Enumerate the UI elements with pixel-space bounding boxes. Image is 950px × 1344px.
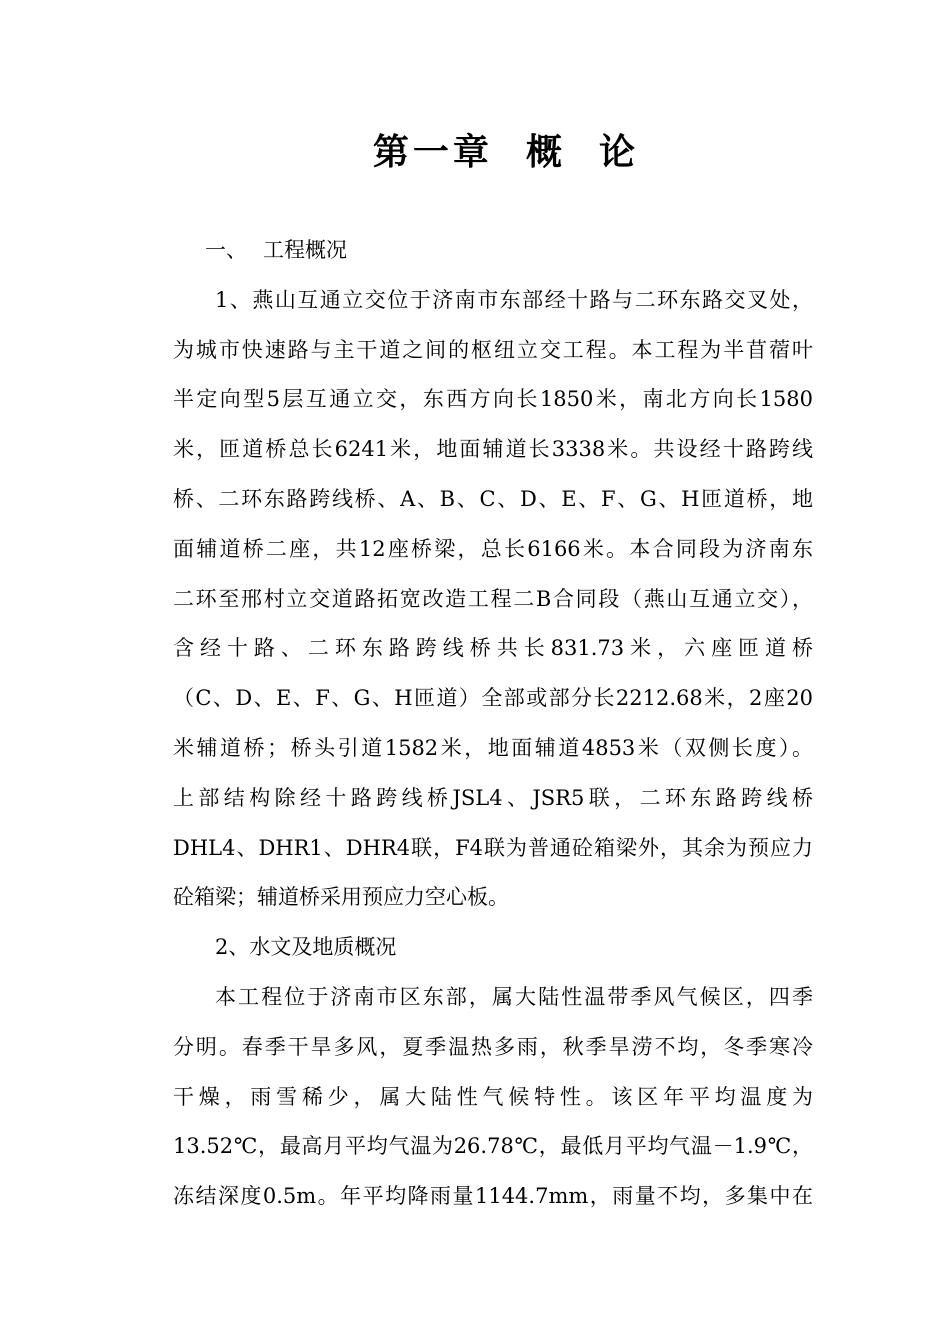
- section-number: 一、: [205, 238, 247, 262]
- text-line: 干燥，雨雪稀少，属大陆性气候特性。该区年平均温度为: [173, 1084, 813, 1109]
- text-line: 二环至邢村立交道路拓宽改造工程二B合同段（燕山互通立交），: [173, 586, 813, 611]
- chapter-title: 第一章 概 论: [372, 131, 640, 173]
- subsection-heading: 2、水文及地质概况: [215, 935, 397, 960]
- paragraph-project-overview: [173, 276, 813, 923]
- text-line: 分明。春季干旱多风，夏季温热多雨，秋季旱涝不均，冬季寒冷: [173, 1034, 813, 1059]
- text-line: 冻结深度0.5m。年平均降雨量1144.7mm，雨量不均，多集中在: [173, 1184, 813, 1209]
- text-line: 本工程位于济南市区东部，属大陆性温带季风气候区，四季: [215, 984, 813, 1009]
- text-line: 米，匝道桥总长6241米，地面辅道长3338米。共设经十路跨线: [173, 437, 813, 462]
- text-line: 上部结构除经十路跨线桥JSL4、JSR5联，二环东路跨线桥: [173, 785, 813, 810]
- text-line: 半定向型5层互通立交，东西方向长1850米，南北方向长1580: [173, 387, 813, 412]
- text-line: 含经十路、二环东路跨线桥共长831.73米，六座匝道桥: [173, 636, 813, 661]
- text-line: 13.52℃，最高月平均气温为26.78℃，最低月平均气温－1.9℃，: [173, 1134, 813, 1159]
- text-line: （C、D、E、F、G、H匝道）全部或部分长2212.68米，2座20: [173, 686, 813, 711]
- text-line: 米辅道桥；桥头引道1582米，地面辅道4853米（双侧长度）。: [173, 735, 813, 760]
- section-title: 工程概况: [263, 238, 347, 262]
- text-line: 1、燕山互通立交位于济南市东部经十路与二环东路交叉处，: [215, 287, 813, 312]
- text-line: DHL4、DHR1、DHR4联，F4联为普通砼箱梁外，其余为预应力: [173, 835, 813, 860]
- document-body: [173, 226, 813, 1222]
- text-line: 为城市快速路与主干道之间的枢纽立交工程。本工程为半苜蓿叶: [173, 337, 813, 362]
- text-line: 桥、二环东路跨线桥、A、B、C、D、E、F、G、H匝道桥，地: [173, 486, 813, 511]
- text-line: 砼箱梁；辅道桥采用预应力空心板。: [173, 885, 509, 910]
- paragraph-hydrology-geology: [173, 973, 813, 1222]
- text-line: 面辅道桥二座，共12座桥梁，总长6166米。本合同段为济南东: [173, 536, 813, 561]
- section-heading: [173, 226, 813, 276]
